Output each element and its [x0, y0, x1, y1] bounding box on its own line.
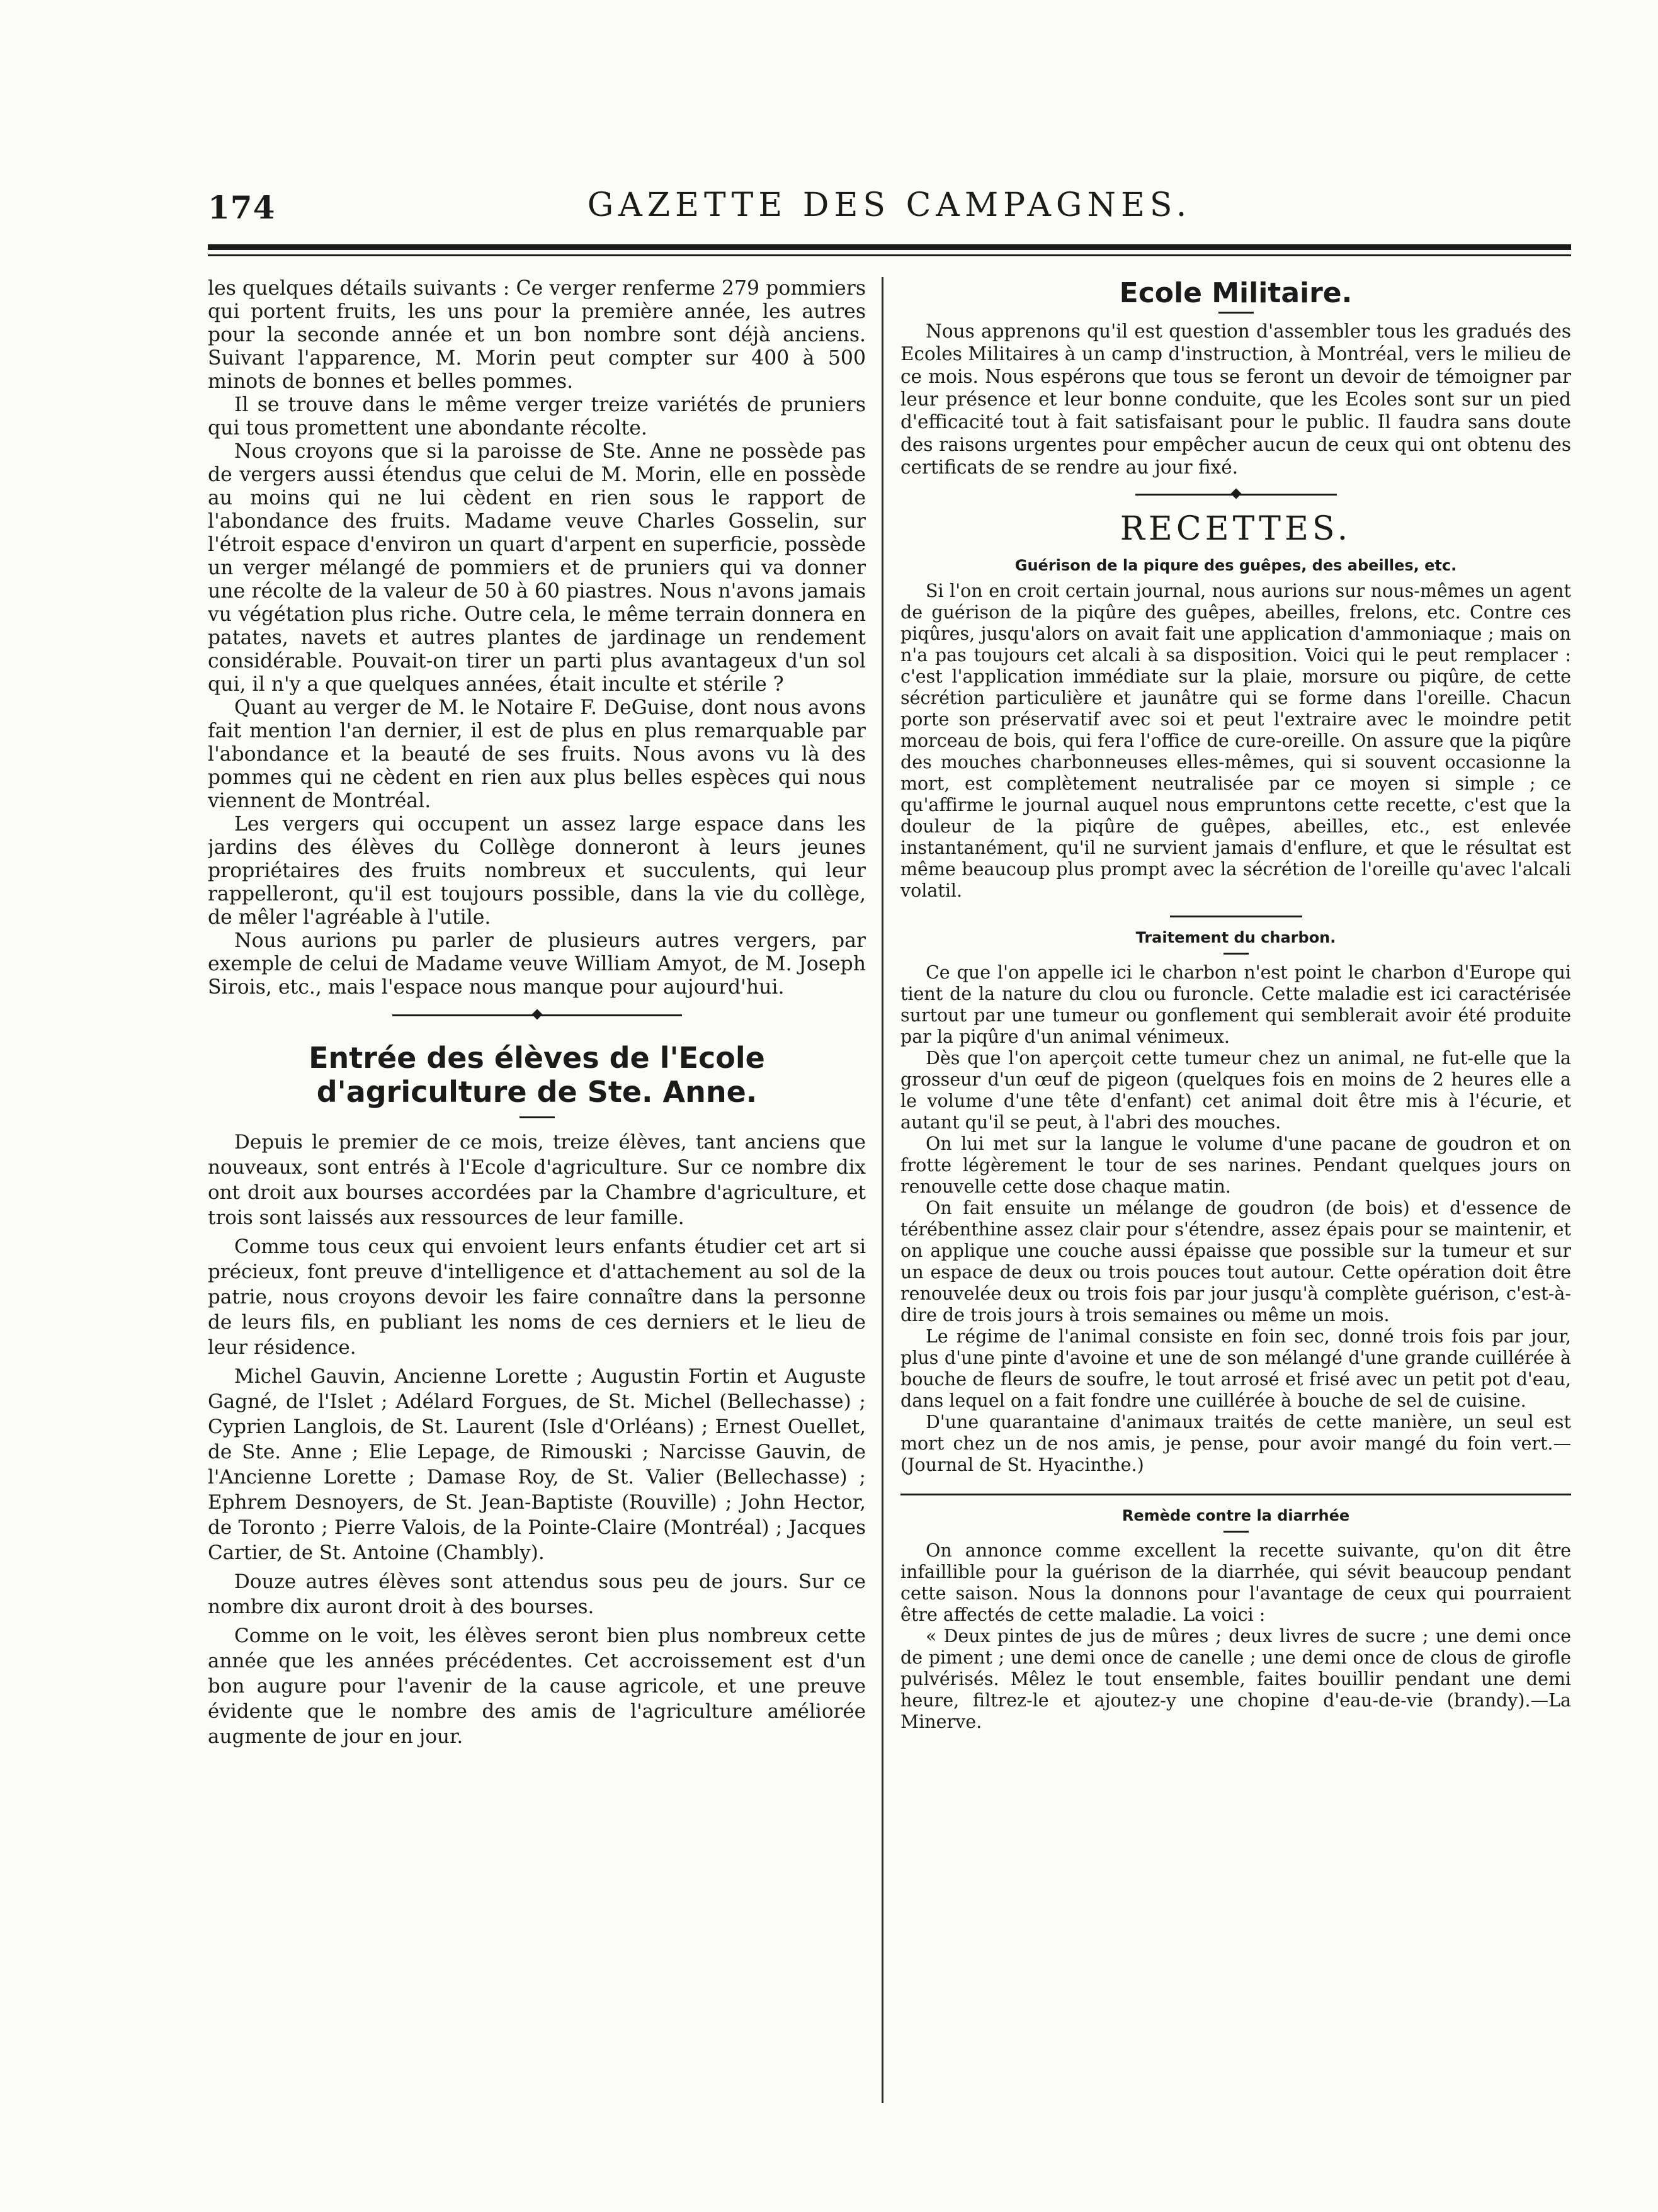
section-separator	[1170, 916, 1302, 917]
section-separator	[1135, 487, 1337, 501]
diarrhee-title: Remède contre la diarrhée	[1121, 1507, 1350, 1524]
article-paragraph: Quant au verger de M. le Notaire F. DeGuise, dont nous avons fait mention l'an dernier, il est de plus en plus remarquable par l'abondance et la beauté de ses fruits. Nous avons vu là des pommes qui ne cèdent en rien aux plus belles espèces qui nous viennent de Montréal.	[208, 696, 866, 812]
article-paragraph: On fait ensuite un mélange de goudron (de bois) et d'essence de térébenthine assez clair pour s'étendre, assez épais pour se maintenir, et on applique une couche aussi épaisse que possible sur la tumeur et sur un espace de deux ou trois pouces tout autour. Cette opération doit être renouvelée deux ou trois fois par jour jusqu'à complète guérison, c'est-à-dire de trois jours à trois semaines ou même un mois.	[900, 1198, 1571, 1325]
article-paragraph: D'une quarantaine d'animaux traités de cette manière, un seul est mort chez un de nos amis, je pense, pour avoir mangé du foin vert.—(Journal de St. Hyacinthe.)	[900, 1412, 1571, 1475]
ecole-title: Ecole Militaire.	[1119, 277, 1353, 309]
article-paragraph: Le régime de l'animal consiste en foin sec, donné trois fois par jour, plus d'une pinte d'avoine et une de son mélangé d'une grande cuillérée à bouche de fleurs de soufre, le tout arrosé et frisé avec un petit pot d'eau, dans lequel on a fait fondre une cuillérée à bouche de sel de cuisine.	[900, 1326, 1571, 1411]
article-paragraph: Comme on le voit, les élèves seront bien plus nombreux cette année que les années précédentes. Cet accroissement est d'un bon augure pour l'avenir de la cause agricole, et une preuve évidente que le nombre des amis de l'agriculture améliorée augmente de jour en jour.	[208, 1625, 866, 1748]
article-paragraph: Ce que l'on appelle ici le charbon n'est point le charbon d'Europe qui tient de la nature du clou ou furoncle. Cette maladie est ici caractérisée surtout par une tumeur ou gonflement qui semblerait avoir été produite par la piqûre d'un animal vénimeux.	[900, 962, 1571, 1047]
guerison-title: Guérison de la piqure des guêpes, des abeilles, etc.	[1014, 557, 1457, 574]
charbon-title: Traitement du charbon.	[1135, 929, 1336, 946]
entree-title: Entrée des élèves de l'Ecole d'agriculture de Ste. Anne.	[309, 1041, 765, 1109]
article-paragraph: Comme tous ceux qui envoient leurs enfants étudier cet art si précieux, font preuve d'intelligence et d'attachement au sol de la patrie, nous croyons devoir les faire connaître dans la personne de leurs fils, en publiant les noms de ces derniers et le lieu de leur résidence.	[208, 1235, 866, 1359]
article-paragraph: Douze autres élèves sont attendus sous peu de jours. Sur ce nombre dix auront droit à des bourses.	[208, 1570, 866, 1618]
article-paragraph: Dès que l'on aperçoit cette tumeur chez un animal, ne fut-elle que la grosseur d'un œuf de pigeon (quelques fois en moins de 2 heures elle a le volume d'une tête d'enfant) cet animal doit être mis à l'écurie, et autant qu'il se peut, à l'abri des mouches.	[900, 1048, 1571, 1133]
article-paragraph: Nous apprenons qu'il est question d'assembler tous les gradués des Ecoles Militaires à un camp d'instruction, à Montréal, vers le milieu de ce mois. Nous espérons que tous se feront un devoir de témoigner par leur présence et leur bonne conduite, que les Ecoles sont sur un pied d'efficacité tout à fait satisfaisant pour le public. Il faudra sans doute des raisons urgentes pour empêcher aucun de ceux qui ont obtenu des certificats de se rendre au jour fixé.	[900, 320, 1571, 478]
recipe-quote: « Deux pintes de jus de mûres ; deux livres de sucre ; une demi once de piment ; une demi once de canelle ; une demi once de clous de girofle pulvérisés. Mêlez le tout ensemble, faites bouillir pendant une demi heure, filtrez-le et ajoutez-y une chopine d'eau-de-vie (brandy).—La Minerve.	[900, 1626, 1571, 1732]
article-paragraph: On annonce comme excellent la recette suivante, qu'on dit être infaillible pour la guérison de la diarrhée, qui sévit beaucoup pendant cette saison. Nous la donnons pour l'avantage de ceux qui pourraient être affectés de cette maladie. La voici :	[900, 1540, 1571, 1625]
page-number: 174	[208, 189, 276, 226]
section-separator	[900, 1494, 1571, 1495]
page-header	[208, 183, 1571, 233]
article-paragraph: On lui met sur la langue le volume d'une pacane de goudron et on frotte légèrement le tour de ses narines. Pendant quelques jours on renouvelle cette dose chaque matin.	[900, 1133, 1571, 1197]
journal-title: GAZETTE DES CAMPAGNES.	[587, 186, 1192, 224]
title-dash	[1224, 953, 1249, 955]
article-paragraph: Nous croyons que si la paroisse de Ste. Anne ne possède pas de vergers aussi étendus que celui de M. Morin, elle en possède au moins qui ne lui cèdent en rien sous le rapport de l'abondance des fruits. Madame veuve Charles Gosselin, sur l'étroit espace d'environ un quart d'arpent en superficie, possède un verger mélangé de pommiers et de pruniers qui va donner une récolte de la valeur de 50 à 60 piastres. Nous n'avons jamais vu végétation plus riche. Outre cela, le même terrain donnera en patates, navets et autres plantes de jardinage un rendement considérable. Pouvait-on tirer un parti plus avantageux d'un sol qui, il n'y a que quelques années, était inculte et stérile ?	[208, 440, 866, 696]
ecole-article	[900, 320, 1571, 479]
title-dash	[1218, 312, 1254, 314]
entree-article	[208, 1130, 866, 1749]
guerison-article	[900, 581, 1571, 902]
article-paragraph: les quelques détails suivants : Ce verger renferme 279 pommiers qui portent fruits, les uns pour la première année, les autres pour la seconde année et un bon nombre sont déjà anciens. Suivant l'apparence, M. Morin peut compter sur 400 à 500 minots de bonnes et belles pommes.	[208, 277, 866, 393]
column-divider	[882, 277, 883, 2103]
charbon-article	[900, 962, 1571, 1476]
section-separator	[392, 1008, 682, 1022]
title-dash	[1224, 1531, 1249, 1533]
article-paragraph: Nous aurions pu parler de plusieurs autres vergers, par exemple de celui de Madame veuve William Amyot, de M. Joseph Sirois, etc., mais l'espace nous manque pour aujourd'hui.	[208, 929, 866, 999]
article-paragraph: Les vergers qui occupent un assez large espace dans les jardins des élèves du Collège donneront à leurs jeunes propriétaires des fruits nombreux et succulents, qui leur rappelleront, qu'il est toujours possible, dans la vie du collège, de mêler l'agréable à l'utile.	[208, 813, 866, 929]
header-rule-thin	[208, 254, 1571, 256]
student-list: Michel Gauvin, Ancienne Lorette ; Augustin Fortin et Auguste Gagné, de l'Islet ; Adélard Forgues, de St. Michel (Bellechasse) ; Cyprien Langlois, de St. Laurent (Isle d'Orléans) ; Ernest Ouellet, de Ste. Anne ; Elie Lepage, de Rimouski ; Narcisse Gauvin, de l'Ancienne Lorette ; Damase Roy, de St. Valier (Bellechasse) ; Ephrem Desnoyers, de St. Jean-Baptiste (Rouville) ; John Hector, de Toronto ; Pierre Valois, de la Pointe-Claire (Montréal) ; Jacques Cartier, de St. Antoine (Chambly).	[208, 1365, 866, 1564]
article-paragraph: Depuis le premier de ce mois, treize élèves, tant anciens que nouveaux, sont entrés à l'Ecole d'agriculture. Sur ce nombre dix ont droit aux bourses accordées par la Chambre d'agriculture, et trois sont laissés aux ressources de leur famille.	[208, 1131, 866, 1229]
left-column	[208, 277, 866, 2128]
header-rule-thick	[208, 244, 1571, 250]
diarrhee-article	[900, 1540, 1571, 1733]
article-paragraph: Si l'on en croit certain journal, nous aurions sur nous-mêmes un agent de guérison de la piqûre des guêpes, abeilles, frelons, etc. Contre ces piqûres, jusqu'alors on avait fait une application d'ammoniaque ; mais on n'a pas toujours cet alcali à sa disposition. Voici qui le peut remplacer : c'est l'application immédiate sur la plaie, morsure ou piqûre, de cette sécrétion particulière et jaunâtre qui se forme dans l'oreille. Chacun porte son préservatif avec soi et peut l'extraire avec le moindre petit morceau de bois, qui fera l'office de cure-oreille. On assure que la piqûre des mouches charbonneuses elles-mêmes, qui si souvent occasionne la mort, est complètement neutralisée par ce moyen si simple ; ce qu'affirme le journal auquel nous empruntons cette recette, c'est que la douleur de la piqûre de guêpes, abeilles, etc., est enlevée instantanément, qu'il ne survient jamais d'enflure, et que le résultat est même beaucoup plus prompt avec la sécrétion de l'oreille qu'avec l'alcali volatil.	[900, 581, 1571, 901]
recettes-title: RECETTES.	[1120, 510, 1352, 548]
right-column	[900, 277, 1571, 2128]
title-dash	[520, 1116, 555, 1118]
article-paragraph: Il se trouve dans le même verger treize variétés de pruniers qui tous promettent une abondante récolte.	[208, 394, 866, 440]
